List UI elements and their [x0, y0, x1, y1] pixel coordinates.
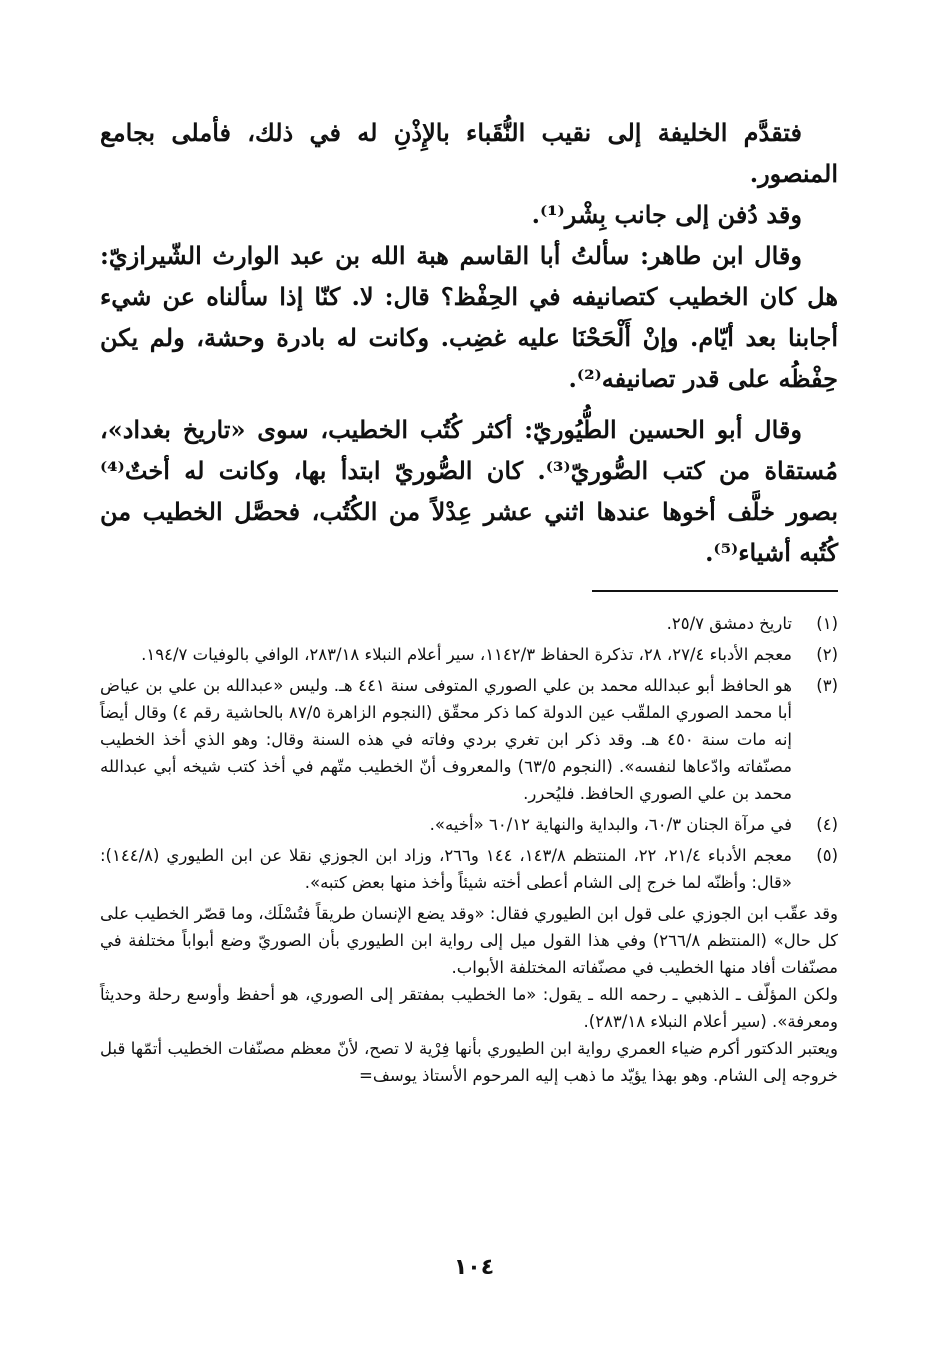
footnote-1 — [100, 610, 838, 637]
footnote-separator — [592, 590, 838, 592]
footnote-continuation-1: وقد عقّب ابن الجوزي على قول ابن الطيوري فقال: «وقد يضع الإنسان طريقاً فتُسْلَك، وما قصّر الخطيب على كل حال» (المنتظم ٢٦٦/٨) وفي هذا القول ميل إلى رواية ابن الطيوري بأن الصوريّ وضع أبواباً مختلفة في مصنّفات أفاد منها الخطيب في مصنّفاته المختلفة الأبواب. — [100, 904, 838, 977]
footnote-number: (١) — [816, 614, 838, 633]
footnote-number: (٣) — [816, 676, 838, 695]
paragraph-4: وقال أبو الحسين الطُّيُوريّ: أكثر كُتُب الخطيب، سوى «تاريخ بغداد»، مُستقاة من كتب الصُّوريّ⁽³⁾. كان الصُّوريّ ابتدأ بها، وكانت له أختٌ⁽⁴⁾ بصور خلَّف أخوها عندها اثني عشر عِدْلاً من الكُتُب، فحصَّل الخطيب من كُتُبه أشياء⁽⁵⁾. — [100, 415, 838, 567]
paragraph-3: وقال ابن طاهر: سألتُ أبا القاسم هبة الله بن عبد الوارث الشّيرازيّ: هل كان الخطيب كتصانيفه في الحِفْظ؟ قال: لا. كنّا إذا سألناه عن شيء أجابنا بعد أيّام. وإنْ أَلْحَحْنَا عليه غضِب. وكانت له بادرة وحشة، ولم يكن حِفْظُه على قدر تصانيفه⁽²⁾. — [100, 241, 838, 393]
paragraph-2: وقد دُفن إلى جانب بِشْر⁽¹⁾. — [531, 200, 802, 229]
footnote-3 — [100, 672, 838, 807]
footnote-number: (٢) — [816, 645, 838, 664]
footnote-continuation-2: ولكن المؤلّف ـ الذهبي ـ رحمه الله ـ يقول: «ما الخطيب بمفتقر إلى الصوري، هو أحفظ وأوسع رحلة وحديثاً ومعرفة». (سير أعلام النبلاء ٢٨٣/١٨). — [100, 985, 838, 1031]
footnote-5 — [100, 842, 838, 896]
footnotes — [100, 610, 838, 1089]
footnote-text: هو الحافظ أبو عبدالله محمد بن علي الصوري المتوفى سنة ٤٤١ هـ. وليس «عبدالله بن علي بن عياض أبا محمد الصوري الملقّب عين الدولة كما ذكر محقّق (النجوم الزاهرة ٨٧/٥ بالحاشية رقم ٤) وقال أيضاً إنه مات سنة ٤٥٠ هـ. وقد ذكر ابن تغري بردي وفاته في هذه السنة وقال: وهو الذي أخذ الخطيب مصنّفاته وادّعاها لنفسه». (النجوم ٦٣/٥) والمعروف أنّ الخطيب متّهم في أخذ كتب شيخه أبي عبدالله محمد بن علي الصوري الحافظ. فليُحرر. — [100, 676, 793, 803]
footnote-2 — [100, 641, 838, 668]
paragraph-1: فتقدَّم الخليفة إلى نقيب النُّقَباء بالإِذْنِ له في ذلك، فأملى بجامع المنصور. — [100, 118, 838, 188]
footnote-text: معجم الأدباء ٢٧/٤، ٢٨، تذكرة الحفاظ ١١٤٢/٣، سير أعلام النبلاء ٢٨٣/١٨، الوافي بالوفيات ١٩٤/٧. — [141, 645, 792, 664]
footnote-text: معجم الأدباء ٢١/٤، ٢٢، المنتظم ١٤٣/٨، ١٤٤ و٢٦٦، وزاد ابن الجوزي نقلا عن ابن الطيوري (١٤٤/٨): «قال: وأظنّه لما خرج إلى الشام أعطى أخته شيئاً وأخذ منها بعض كتبه». — [100, 846, 792, 892]
footnote-number: (٤) — [816, 815, 838, 834]
footnote-number: (٥) — [816, 846, 838, 865]
footnote-text: في مرآة الجنان ٦٠/٣، والبداية والنهاية ٦٠/١٢ «أخيه». — [429, 815, 792, 834]
page-number: ١٠٤ — [453, 1255, 495, 1280]
footnote-text: تاريخ دمشق ٢٥/٧. — [666, 614, 792, 633]
footnote-continuation-3: ويعتبر الدكتور أكرم ضياء العمري رواية ابن الطيوري بأنها فِرْية لا تصح، لأنّ معظم مصنّفات الخطيب أتمّها قبل خروجه إلى الشام. وهو بهذا يؤيّد ما ذهب إليه المرحوم الأستاذ يوسف= — [100, 1039, 838, 1085]
main-text — [100, 112, 838, 573]
footnote-4 — [100, 811, 838, 838]
